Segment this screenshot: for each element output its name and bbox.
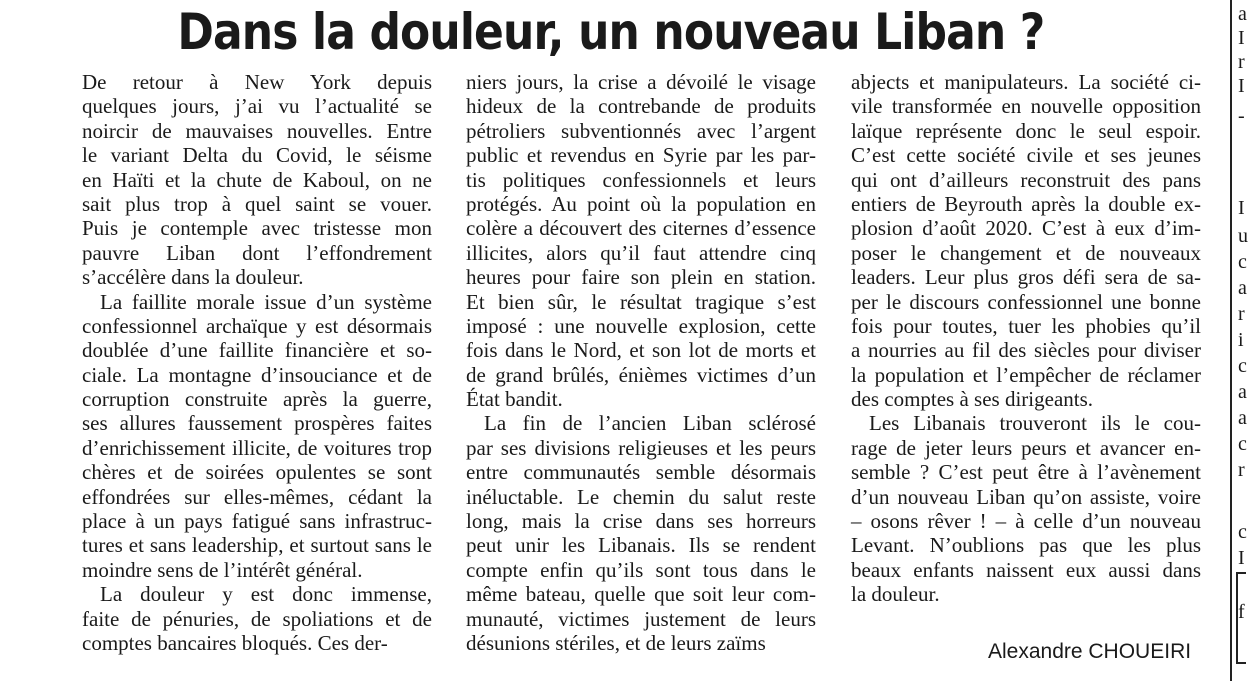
text-line: fois dans le Nord, et son lot de morts et bbox=[466, 338, 816, 363]
sidebar-text-fragment: c bbox=[1238, 251, 1247, 273]
text-line: Et bien sûr, le résultat tragique s’est bbox=[466, 289, 816, 314]
sidebar-text-fragment: r bbox=[1238, 459, 1245, 481]
sidebar-text-fragment: f bbox=[1238, 601, 1245, 623]
text-line: pétroliers subventionnés avec l’argent bbox=[466, 118, 816, 143]
text-line: chères et de soirées opulentes se sont bbox=[82, 460, 432, 485]
column-divider bbox=[1230, 0, 1232, 681]
text-line: pauvre Liban dont l’effondrement bbox=[82, 240, 432, 265]
text-line: laïque représente donc le seul espoir. bbox=[851, 118, 1201, 143]
article-column-2 bbox=[466, 70, 816, 655]
sidebar-text-fragment: I bbox=[1238, 75, 1245, 97]
sidebar-text-fragment: c bbox=[1238, 355, 1247, 377]
text-line: quelques jours, j’ai vu l’actualité se bbox=[82, 94, 432, 119]
sidebar-text-fragment: u bbox=[1238, 225, 1248, 247]
text-line: plosion d’août 2020. C’est à eux d’im- bbox=[851, 216, 1201, 241]
sidebar-text-fragment: I bbox=[1238, 27, 1245, 49]
article-column-3 bbox=[851, 70, 1201, 607]
text-line: des comptes à ses dirigeants. bbox=[851, 387, 1094, 412]
text-line: la douleur. bbox=[851, 582, 940, 607]
text-line: peut unir les Libanais. Ils se rendent bbox=[466, 533, 816, 558]
text-line: per le discours confessionnel une bonne bbox=[851, 289, 1201, 314]
text-line: place à un pays fatigué sans infrastruc- bbox=[82, 509, 432, 534]
text-line: fois pour toutes, tuer les phobies qu’il bbox=[851, 313, 1201, 338]
text-line: leaders. Leur plus gros défi sera de sa- bbox=[851, 265, 1201, 290]
text-line: d’un nouveau Liban qu’on assiste, voire bbox=[851, 484, 1201, 509]
text-line: munauté, victimes justement de leurs bbox=[466, 606, 816, 631]
sidebar-text-fragment: r bbox=[1238, 51, 1245, 73]
text-line: entre communautés semble désormais bbox=[466, 460, 816, 485]
text-line: – osons rêver ! – à celle d’un nouveau bbox=[851, 509, 1201, 534]
text-line: a nourries au fil des siècles pour diviser bbox=[851, 338, 1201, 363]
text-line: colère a découvert des citernes d’essence bbox=[466, 216, 816, 241]
text-line: corruption construite après la guerre, bbox=[82, 387, 432, 412]
sidebar-text-fragment: I bbox=[1238, 547, 1245, 569]
text-line: d’enrichissement illicite, de voitures trop bbox=[82, 435, 432, 460]
sidebar-text-fragment: a bbox=[1238, 407, 1247, 429]
article-headline: Dans la douleur, un nouveau Liban ? bbox=[177, 3, 1045, 61]
text-line: en Haïti et la chute de Kaboul, on ne bbox=[82, 167, 432, 192]
text-line: désunions stériles, et de leurs zaïms bbox=[466, 630, 766, 655]
text-line: Les Libanais trouveront ils le cou- bbox=[869, 411, 1201, 436]
sidebar-text-fragment: c bbox=[1238, 521, 1247, 543]
text-line: public et revendus en Syrie par les par- bbox=[466, 143, 816, 168]
sidebar-text-fragment: c bbox=[1238, 433, 1247, 455]
text-line: s’accélère dans la douleur. bbox=[82, 265, 304, 290]
text-line: semble ? C’est peut être à l’avènement bbox=[851, 460, 1201, 485]
sidebar-text-fragment: i bbox=[1238, 329, 1244, 351]
text-line: vile transformée en nouvelle opposition bbox=[851, 94, 1201, 119]
sidebar-text-fragment: - bbox=[1238, 105, 1245, 127]
text-line: Puis je contemple avec tristesse mon bbox=[82, 216, 432, 241]
text-line: long, mais la crise dans ses horreurs bbox=[466, 509, 816, 534]
text-line: hideux de la contrebande de produits bbox=[466, 94, 816, 119]
text-line: la population et l’empêcher de réclamer bbox=[851, 362, 1201, 387]
text-line: ses allures faussement prospères faites bbox=[82, 411, 432, 436]
text-line: même bateau, quelle que soit leur com- bbox=[466, 582, 816, 607]
text-line: comptes bancaires bloqués. Ces der- bbox=[82, 630, 388, 655]
author-signature: Alexandre CHOUEIRI bbox=[988, 640, 1192, 663]
sidebar-text-fragment: I bbox=[1238, 197, 1245, 219]
text-line: abjects et manipulateurs. La société ci- bbox=[851, 70, 1201, 94]
text-line: effondrées sur elles-mêmes, cédant la bbox=[82, 484, 432, 509]
text-line: le variant Delta du Covid, le séisme bbox=[82, 143, 432, 168]
text-line: confessionnel archaïque y est désormais bbox=[82, 313, 432, 338]
text-line: tures et sans leadership, et surtout sans le bbox=[82, 533, 432, 558]
text-line: faite de pénuries, de spoliations et de bbox=[82, 606, 432, 631]
text-line: inéluctable. Le chemin du salut reste bbox=[466, 484, 816, 509]
text-line: rage de jeter leurs peurs et avancer en- bbox=[851, 435, 1201, 460]
text-line: poser le changement et de nouveaux bbox=[851, 240, 1201, 265]
text-line: noircir de mauvaises nouvelles. Entre bbox=[82, 118, 432, 143]
text-line: qui ont d’ailleurs reconstruit des pans bbox=[851, 167, 1201, 192]
text-line: La douleur y est donc immense, bbox=[100, 582, 432, 607]
text-line: niers jours, la crise a dévoilé le visage bbox=[466, 70, 816, 94]
text-line: Levant. N’oublions pas que les plus bbox=[851, 533, 1201, 558]
text-line: beaux enfants naissent eux aussi dans bbox=[851, 557, 1201, 582]
sidebar-text-fragment: a bbox=[1238, 3, 1247, 25]
text-line: compte enfin qu’ils sont tous dans le bbox=[466, 557, 816, 582]
text-line: De retour à New York depuis bbox=[82, 70, 432, 94]
text-line: ciale. La montagne d’insouciance et de bbox=[82, 362, 432, 387]
text-line: doublée d’une faillite financière et so- bbox=[82, 338, 432, 363]
text-line: entiers de Beyrouth après la double ex- bbox=[851, 191, 1201, 216]
text-line: La faillite morale issue d’un système bbox=[100, 289, 432, 314]
sidebar-text-fragment: a bbox=[1238, 277, 1247, 299]
article-column-1 bbox=[82, 70, 432, 655]
text-line: de grand brûlés, énièmes victimes d’un bbox=[466, 362, 816, 387]
text-line: illicites, alors qu’il faut attendre cinq bbox=[466, 240, 816, 265]
text-line: État bandit. bbox=[466, 387, 563, 412]
text-line: tis politiques confessionnels et leurs bbox=[466, 167, 816, 192]
text-line: protégés. Au point où la population en bbox=[466, 191, 816, 216]
text-line: sait plus trop à quel saint se vouer. bbox=[82, 191, 432, 216]
text-line: moindre sens de l’intérêt général. bbox=[82, 557, 363, 582]
adjacent-box-frame bbox=[1236, 572, 1246, 664]
text-line: heures pour faire son plein en station. bbox=[466, 265, 816, 290]
text-line: imposé : une nouvelle explosion, cette bbox=[466, 313, 816, 338]
sidebar-text-fragment: a bbox=[1238, 381, 1247, 403]
text-line: C’est cette société civile et ses jeunes bbox=[851, 143, 1201, 168]
text-line: par ses divisions religieuses et les peurs bbox=[466, 435, 816, 460]
sidebar-text-fragment: r bbox=[1238, 303, 1245, 325]
text-line: La fin de l’ancien Liban sclérosé bbox=[484, 411, 816, 436]
